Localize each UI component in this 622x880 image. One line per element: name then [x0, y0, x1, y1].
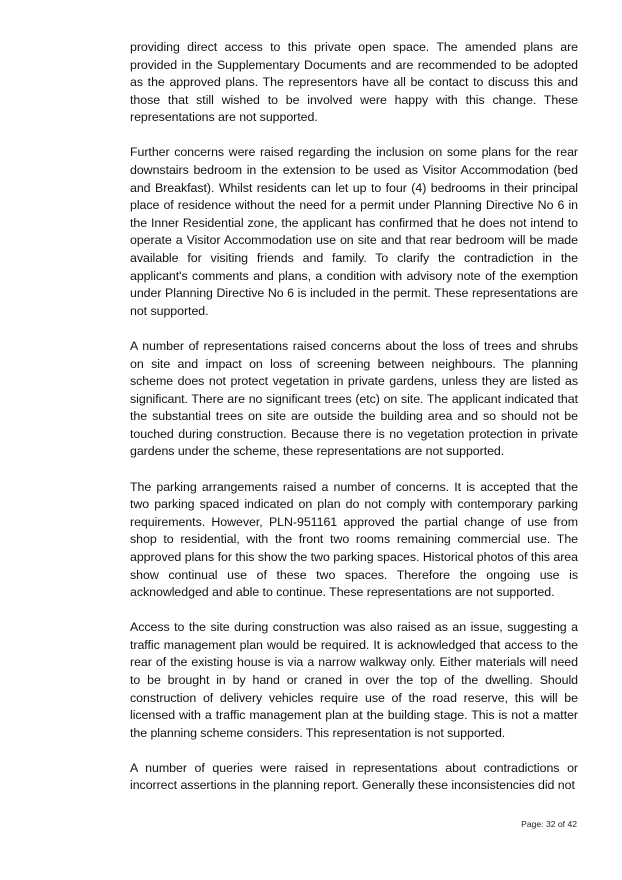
paragraph-open-space: providing direct access to this private open space. The amended plans are provided in the Supplementary Documents and are recommended to be adopted as the approved plans. The representors have all be contact to discuss this and those that still wished to be involved were happy with this change. These representations are not supported.	[130, 40, 578, 125]
paragraph-visitor-accommodation: Further concerns were raised regarding the inclusion on some plans for the rear downstairs bedroom in the extension to be used as Visitor Accommodation (bed and Breakfast). Whilst residents can let up to four (4) bedrooms in their principal place of residence without the need for a permit under Planning Directive No 6 in the Inner Residential zone, the applicant has confirmed that he does not intend to operate a Visitor Accommodation use on site and that rear bedroom will be made available for visiting friends and family. To clarify the contradiction in the applicant's comments and plans, a condition with advisory note of the exemption under Planning Directive No 6 is included in the permit. These representations are not supported.	[130, 145, 578, 318]
document-body	[130, 39, 578, 813]
paragraph-parking: The parking arrangements raised a number of concerns. It is accepted that the two parking spaced indicated on plan do not comply with contemporary parking requirements. However, PLN-951161 approved the partial change of use from shop to residential, with the front two rooms remaining commercial use. The approved plans for this show the two parking spaces. Historical photos of this area show continual use of these two spaces. Therefore the ongoing use is acknowledged and able to continue. These representations are not supported.	[130, 479, 578, 600]
paragraph-report-queries: A number of queries were raised in representations about contradictions or incorrect assertions in the planning report. Generally these inconsistencies did not	[130, 760, 578, 793]
paragraph-construction-access: Access to the site during construction was also raised as an issue, suggesting a traffic management plan would be required. It is acknowledged that access to the rear of the existing house is via a narrow walkway only. Either materials will need to be brought in by hand or craned in over the top of the dwelling. Should construction of delivery vehicles require use of the road reserve, this will be licensed with a traffic management plan at the building stage. This is not a matter the planning scheme considers. This representation is not supported.	[130, 620, 578, 740]
paragraph-trees-shrubs: A number of representations raised concerns about the loss of trees and shrubs on site and impact on loss of screening between neighbours. The planning scheme does not protect vegetation in private gardens, unless they are listed as significant. There are no significant trees (etc) on site. The applicant indicated that the substantial trees on site are outside the building area and so should not be touched during construction. Because there is no vegetation protection in private gardens under the scheme, these representations are not supported.	[130, 338, 578, 459]
page-number: Page: 32 of 42	[521, 819, 577, 829]
